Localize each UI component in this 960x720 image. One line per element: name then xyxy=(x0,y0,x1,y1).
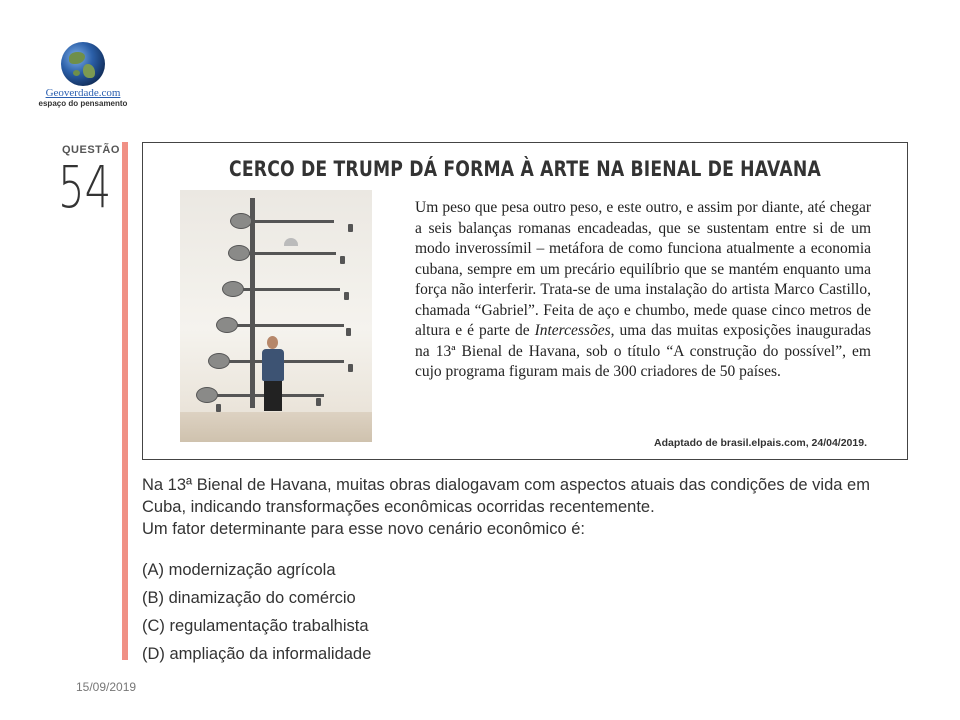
alternative-a[interactable]: (A) modernização agrícola xyxy=(142,561,336,579)
question-label: QUESTÃO xyxy=(62,144,120,156)
article-body: Um peso que pesa outro peso, e este outro, e assim por diante, até chegar a seis balanças romanas encadeadas, que se sustentam entre si de um modo inverossímil – metáfora de como funciona atualmente a economia cubana, sempre em um precário equilíbrio que se mantém enquanto uma força não interferir. Trata-se de uma instalação do artista Marco Castillo, chamada “Gabriel”. Feita de aço e chumbo, mede quase cinco metros de altura e é parte de Intercessões, uma das muitas exposições inauguradas na 13ª Bienal de Havana, sob o título “A construção do possível”, em cujo programa figuram mais de 300 criadores de 50 países. xyxy=(415,199,871,380)
article-source: Adaptado de brasil.elpais.com, 24/04/2019. xyxy=(653,437,867,449)
logo-subtitle: espaço do pensamento xyxy=(38,99,128,108)
accent-bar xyxy=(122,142,128,660)
statement-context: Na 13ª Bienal de Havana, muitas obras dialogavam com aspectos atuais das condições de vida em Cuba, indicando transformações econômicas ocorridas recentemente. xyxy=(142,476,870,516)
site-logo xyxy=(28,42,138,108)
logo-title: Geoverdade.com xyxy=(45,87,121,99)
question-statement xyxy=(142,474,912,540)
person-figure xyxy=(267,336,278,349)
question-number: 54 xyxy=(58,153,112,221)
installation-photo xyxy=(180,190,372,442)
alternative-b[interactable]: (B) dinamização do comércio xyxy=(142,589,356,607)
alternative-c[interactable]: (C) regulamentação trabalhista xyxy=(142,617,369,635)
alternatives-list xyxy=(142,556,371,668)
lamp-shape xyxy=(284,238,298,246)
slide-date: 15/09/2019 xyxy=(76,680,137,694)
globe-icon xyxy=(61,42,105,86)
alternative-d[interactable]: (D) ampliação da informalidade xyxy=(142,645,372,663)
article-box xyxy=(142,142,908,460)
statement-prompt: Um fator determinante para esse novo cenário econômico é: xyxy=(142,520,585,538)
sculpture-pole xyxy=(250,198,255,408)
article-title: CERCO DE TRUMP DÁ FORMA À ARTE NA BIENAL DE HAVANA xyxy=(229,157,821,181)
